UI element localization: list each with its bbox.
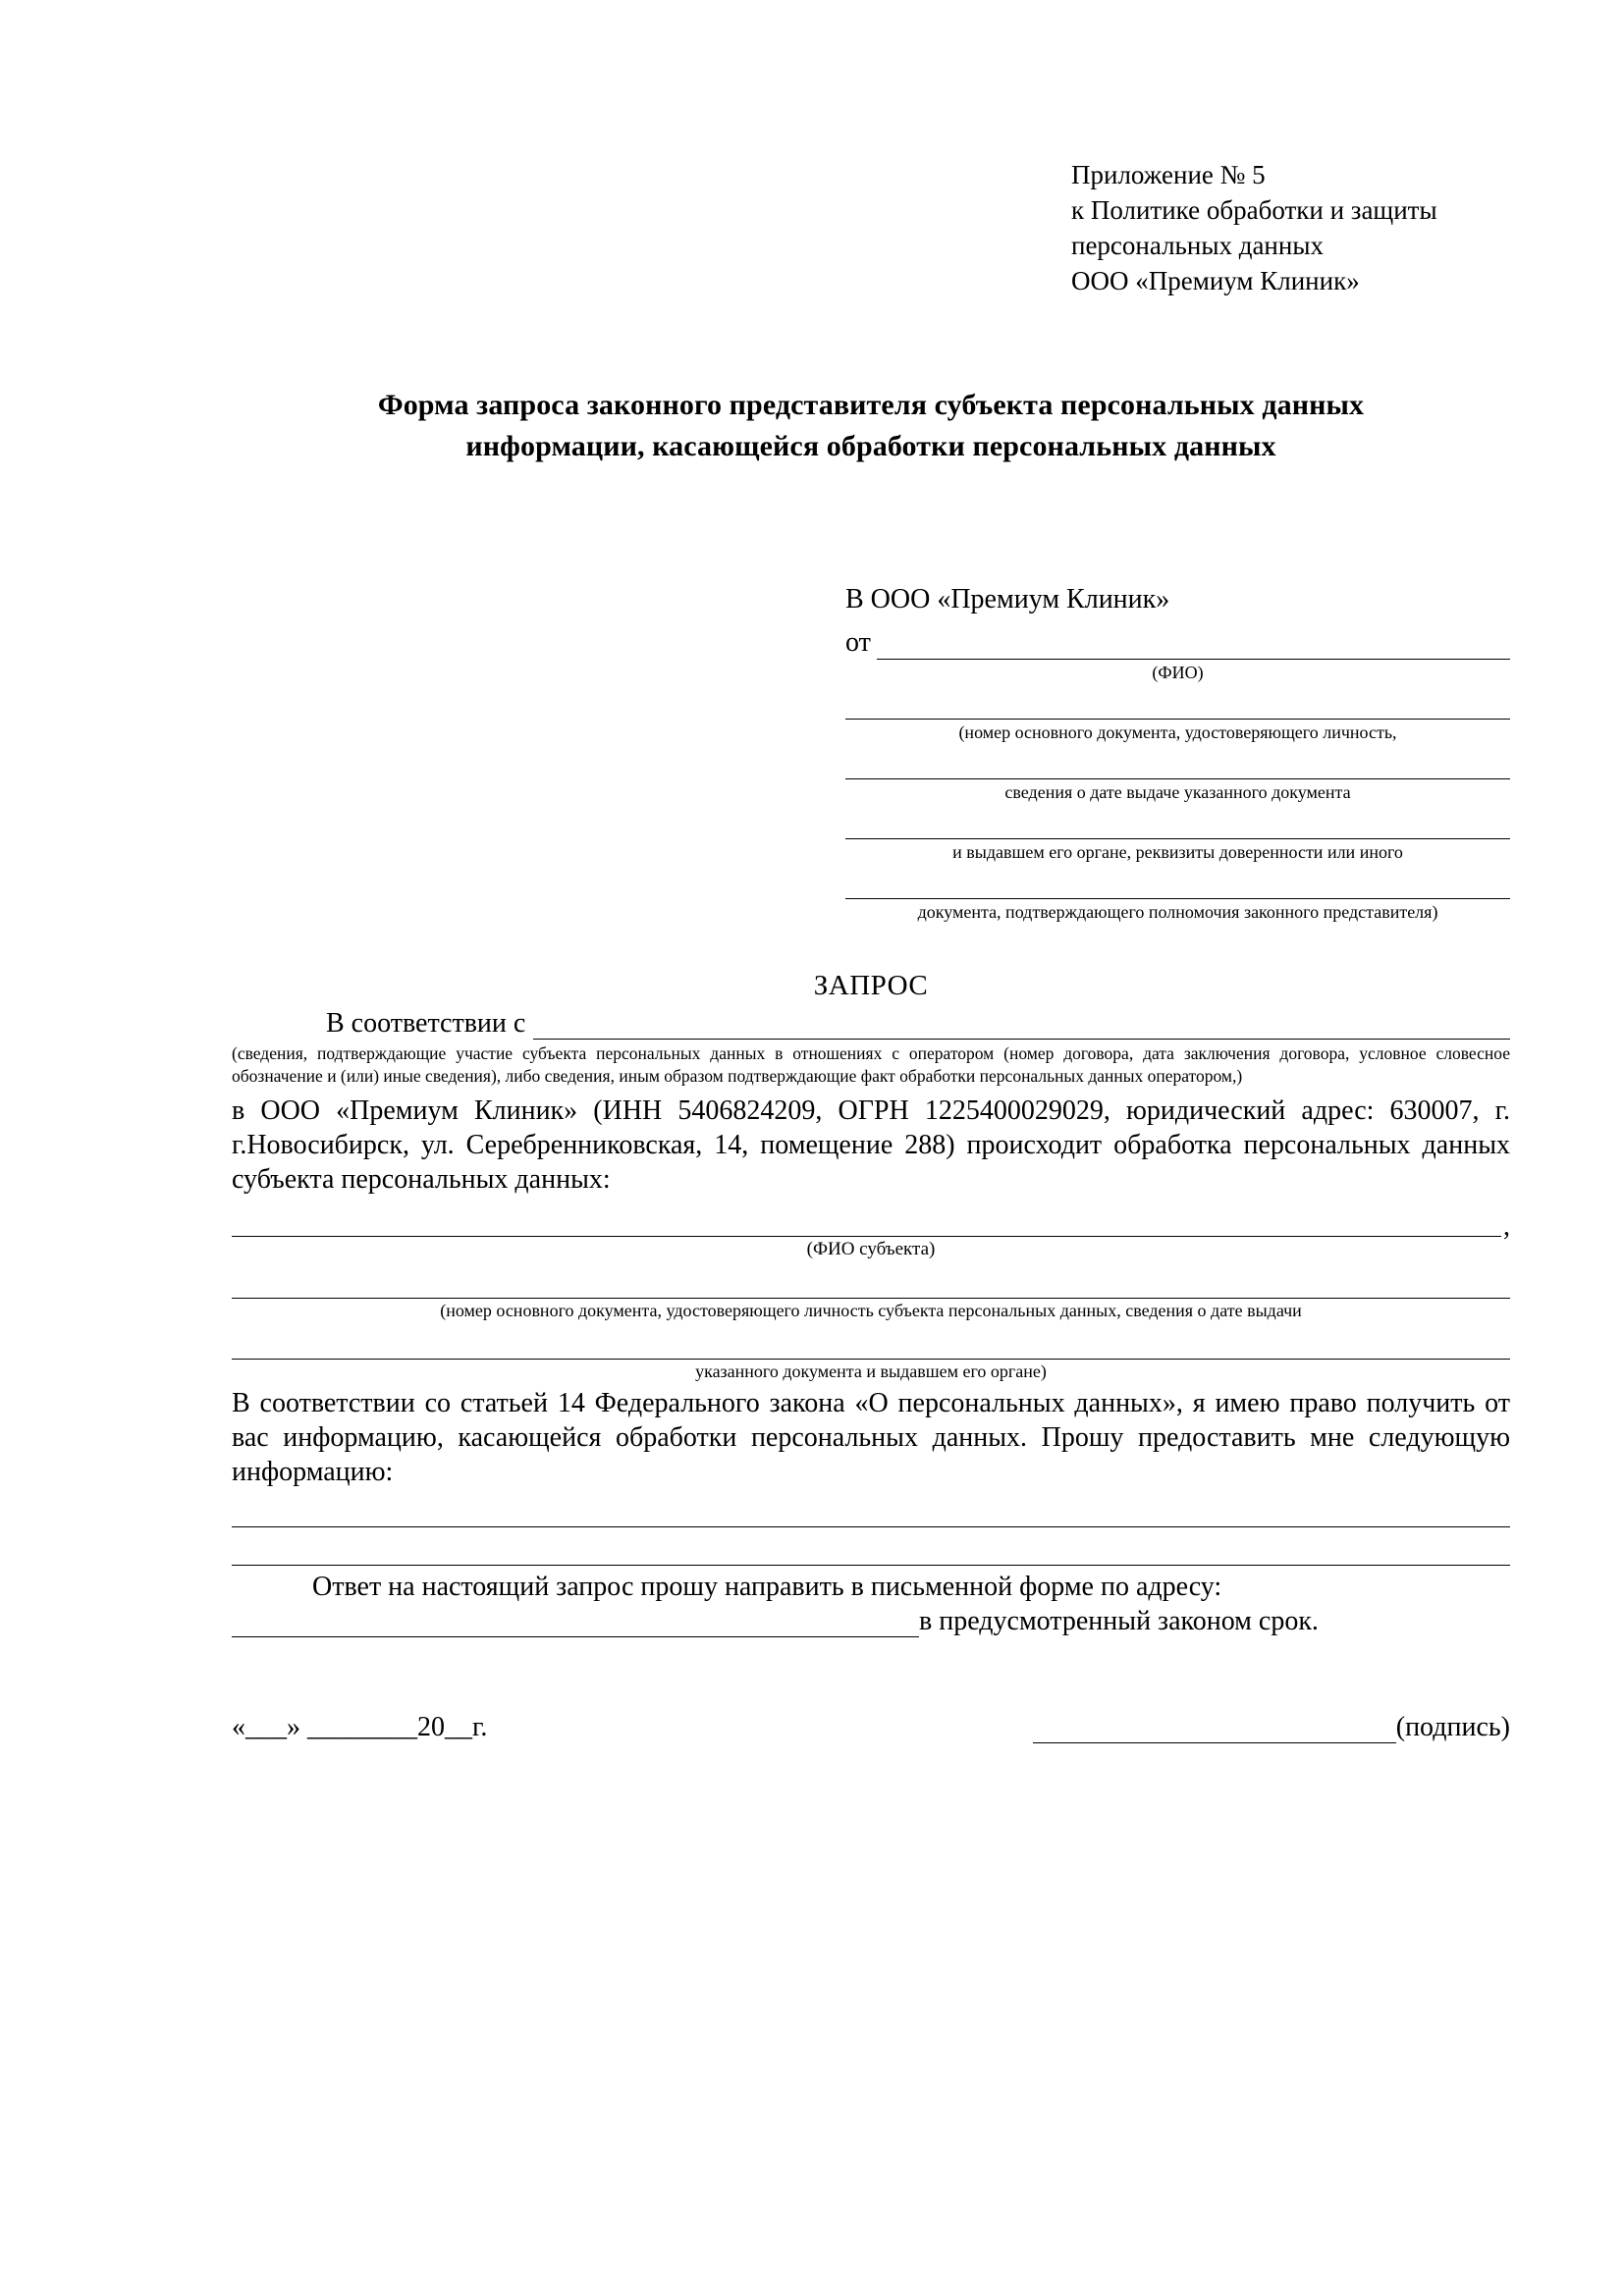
answer-address-tail: в предусмотренный законом срок.	[919, 1606, 1319, 1636]
subject-document-authority-input[interactable]	[232, 1335, 1510, 1360]
caption-document-authority: и выдавшем его органе, реквизиты доверенности или иного	[952, 842, 1403, 862]
appendix-policy-line-1: к Политике обработки и защиты	[1071, 195, 1437, 225]
signature-input[interactable]	[1033, 1717, 1396, 1743]
in-accordance-row	[232, 1008, 1510, 1040]
addressee-block	[845, 583, 1510, 923]
requested-information-line-2[interactable]	[232, 1541, 1510, 1566]
request-heading: ЗАПРОС	[813, 970, 929, 1001]
caption-subject-document-1: (номер основного документа, удостоверяющего личность субъекта персональных данных, сведения о дате выдачи	[440, 1301, 1302, 1320]
from-row	[845, 626, 1510, 660]
law-paragraph: В соответствии со статьей 14 Федерального закона «О персональных данных», я имею право получить от вас информацию, касающейся обработки персональных данных. Прошу предоставить мне следующую информацию:	[232, 1388, 1510, 1487]
in-accordance-input[interactable]	[533, 1013, 1510, 1040]
page-title	[232, 385, 1510, 467]
caption-subject-document-2: указанного документа и выдавшем его органе)	[695, 1362, 1047, 1381]
in-accordance-label: В соответствии с	[326, 1008, 526, 1039]
document-authority-input[interactable]	[845, 819, 1510, 839]
from-name-input[interactable]	[877, 633, 1510, 660]
answer-instruction-text: Ответ на настоящий запрос прошу направить в письменной форме по адресу:	[312, 1572, 1222, 1602]
caption-document-issue-date: сведения о дате выдаче указанного документа	[1004, 782, 1351, 802]
appendix-company: ООО «Премиум Клиник»	[1071, 266, 1360, 295]
caption-representative-authority: документа, подтверждающего полномочия законного представителя)	[917, 902, 1438, 922]
caption-document-number: (номер основного документа, удостоверяющего личность,	[958, 722, 1397, 742]
page-title-line-2: информации, касающейся обработки персональных данных	[465, 430, 1276, 462]
document-content	[232, 157, 1510, 1743]
page-title-line-1: Форма запроса законного представителя субъекта персональных данных	[377, 389, 1365, 421]
signature-label: (подпись)	[1395, 1712, 1510, 1742]
subject-fio-input[interactable]	[232, 1214, 1501, 1237]
representative-authority-input[interactable]	[845, 879, 1510, 899]
in-accordance-note: (сведения, подтверждающие участие субъекта персональных данных в отношениях с оператором (номер договора, дата заключения договора, условное словесное обозначение и (или) иные сведения), либо сведения, иным образом подтверждающие факт обработки персональных данных оператором,)	[232, 1043, 1510, 1086]
document-number-input[interactable]	[845, 699, 1510, 720]
subject-fio-row	[232, 1211, 1510, 1242]
answer-address-row	[232, 1606, 1510, 1637]
appendix-header	[1071, 157, 1510, 298]
operator-paragraph: в ООО «Премиум Клиник» (ИНН 5406824209, ОГРН 1225400029029, юридический адрес: 630007, г. г.Новосибирск, ул. Серебренниковская, 14, помещение 288) происходит обработка персональных данных субъекта персональных данных:	[232, 1095, 1510, 1195]
answer-address-input[interactable]	[232, 1611, 919, 1637]
caption-fio: (ФИО)	[1152, 663, 1204, 682]
answer-instruction	[232, 1570, 1510, 1604]
signature-row	[232, 1712, 1510, 1743]
appendix-policy-line-2: персональных данных	[1071, 231, 1324, 260]
date-field[interactable]: «___» ________20__г.	[232, 1712, 488, 1742]
document-issue-date-input[interactable]	[845, 759, 1510, 779]
subject-document-input[interactable]	[232, 1274, 1510, 1299]
from-label: от	[845, 627, 871, 658]
appendix-number: Приложение № 5	[1071, 160, 1266, 189]
signature-area	[782, 1712, 1510, 1743]
caption-subject-fio: (ФИО субъекта)	[806, 1239, 936, 1259]
requested-information-line-1[interactable]	[232, 1503, 1510, 1527]
subject-fio-comma: ,	[1503, 1211, 1510, 1242]
addressee-organization: В ООО «Премиум Клиник»	[845, 584, 1170, 614]
